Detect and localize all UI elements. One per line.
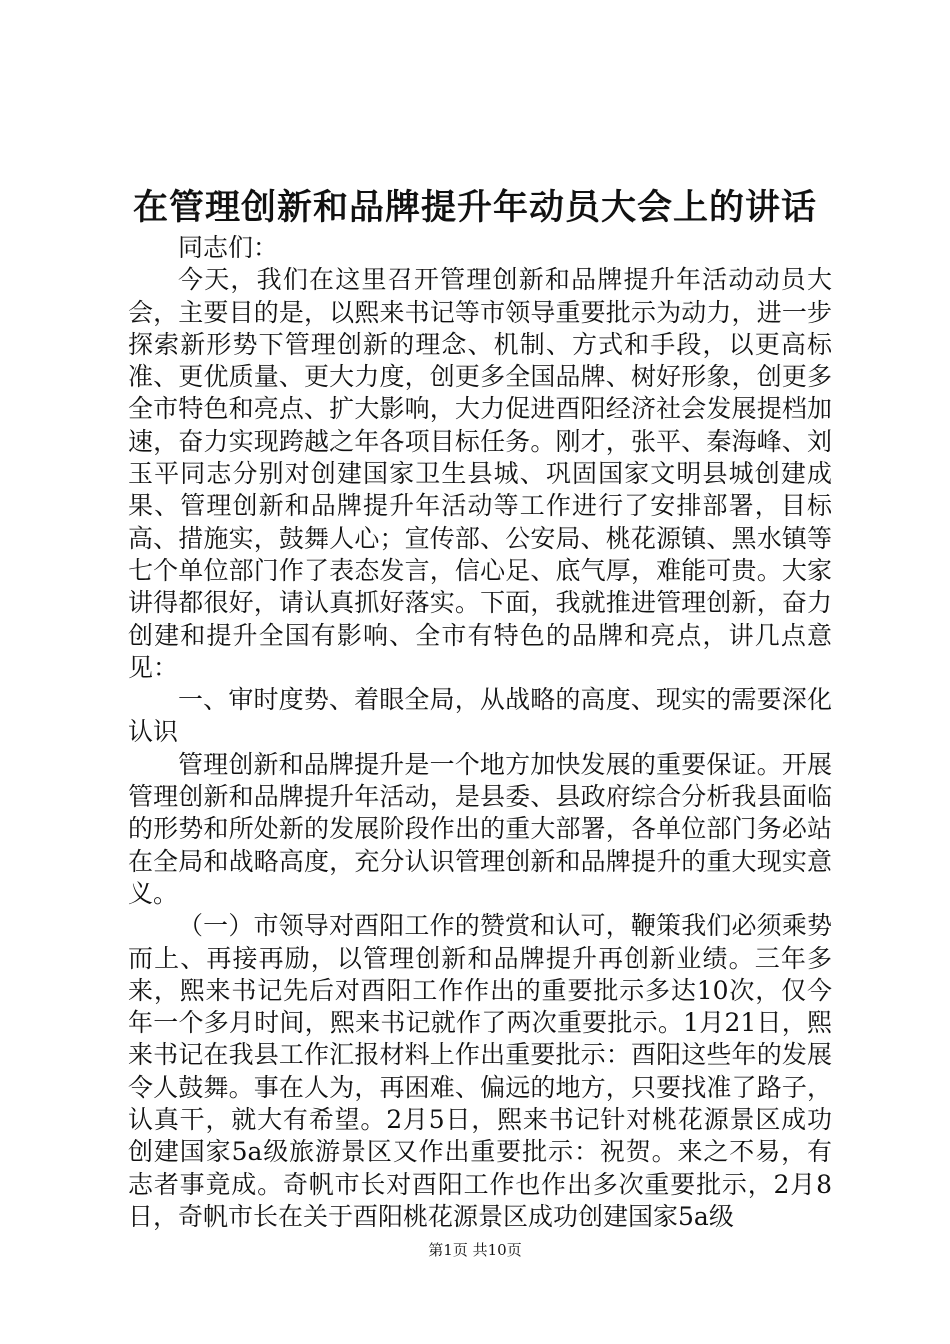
section-heading: 一、审时度势、着眼全局，从战略的高度、现实的需要深化认识 (128, 685, 832, 747)
opening-paragraph: 今天，我们在这里召开管理创新和品牌提升年活动动员大会，主要目的是，以熙来书记等市领导重要批示为动力，进一步探索新形势下管理创新的理念、机制、方式和手段，以更高标准、更优质量、更大力度，创更多全国品牌、树好形象，创更多全市特色和亮点、扩大影响，大力促进酉阳经济社会发展提档加速，奋力实现跨越之年各项目标任务。刚才，张平、秦海峰、刘玉平同志分别对创建国家卫生县城、巩固国家文明县城创建成果、管理创新和品牌提升年活动等工作进行了安排部署，目标高、措施实，鼓舞人心；宣传部、公安局、桃花源镇、黑水镇等七个单位部门作了表态发言，信心足、底气厚，难能可贵。大家讲得都很好，请认真抓好落实。下面，我就推进管理创新，奋力创建和提升全国有影响、全市有特色的品牌和亮点，讲几点意见： (128, 265, 832, 682)
document-body (128, 232, 832, 1233)
subsection-paragraph: （一）市领导对酉阳工作的赞赏和认可，鞭策我们必须乘势而上、再接再励，以管理创新和品牌提升再创新业绩。三年多来，熙来书记先后对酉阳工作作出的重要批示多达10次，仅今年一个多月时间，熙来书记就作了两次重要批示。1月21日，熙来书记在我县工作汇报材料上作出重要批示：酉阳这些年的发展令人鼓舞。事在人为，再困难、偏远的地方，只要找准了路子，认真干，就大有希望。2月5日，熙来书记针对桃花源景区成功创建国家5a级旅游景区又作出重要批示：祝贺。来之不易，有志者事竟成。奇帆市长对酉阳工作也作出多次重要批示，2月8日，奇帆市长在关于酉阳桃花源景区成功创建国家5a级 (128, 911, 832, 1231)
page-number-footer: 第1页 共10页 (428, 1241, 522, 1259)
salutation-paragraph: 同志们： (178, 233, 279, 262)
document-title: 在管理创新和品牌提升年动员大会上的讲话 (132, 187, 817, 228)
body-paragraph: 管理创新和品牌提升是一个地方加快发展的重要保证。开展管理创新和品牌提升年活动，是县委、县政府综合分析我县面临的形势和所处新的发展阶段作出的重大部署，各单位部门务必站在全局和战略高度，充分认识管理创新和品牌提升的重大现实意义。 (128, 749, 832, 908)
